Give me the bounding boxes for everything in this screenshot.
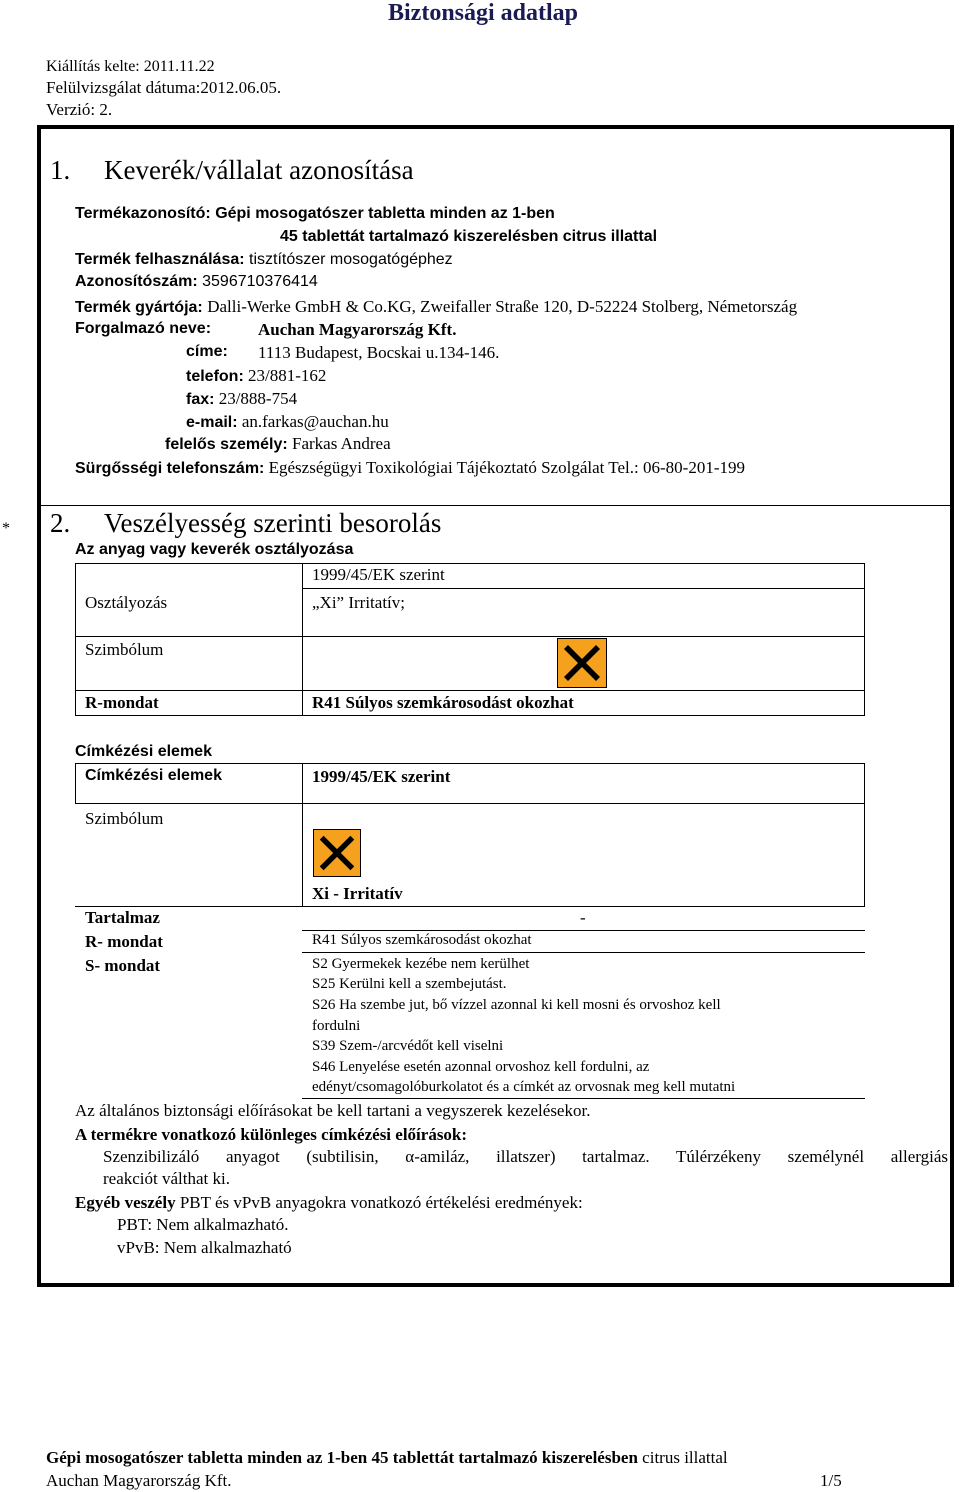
use-label: Termék felhasználása:: [75, 251, 245, 268]
vpvb-line: vPvB: Nem alkalmazható: [117, 1238, 292, 1257]
manufacturer-value: Dalli-Werke GmbH & Co.KG, Zweifaller Straße 120, D-52224 Stolberg, Németország: [207, 297, 798, 316]
table2-border-right: [864, 763, 865, 907]
table1-border-mid: [75, 636, 865, 637]
footer-page: 1/5: [820, 1471, 842, 1490]
other-hazard-row: [75, 1193, 583, 1213]
table1-border-right: [864, 563, 865, 716]
address-label: címe:: [186, 343, 228, 360]
emergency-row: [75, 458, 745, 478]
other-hazard-value: PBT és vPvB anyagokra vonatkozó értékelési eredmények:: [179, 1193, 583, 1212]
phone-label: telefon:: [186, 368, 244, 385]
responsible-row: [165, 434, 391, 454]
s-line-6: S46 Lenyelése esetén azonnal orvoshoz kell fordulni, az: [312, 1059, 650, 1075]
product-id-row: [75, 205, 555, 223]
footer-product-rest: citrus illattal: [642, 1448, 728, 1467]
distributor-value: Auchan Magyarország Kft.: [258, 320, 457, 339]
r-sentence-underline: [302, 952, 865, 953]
special-text-2: reakciót válthat ki.: [103, 1169, 230, 1188]
footer-product-bold: Gépi mosogatószer tabletta minden az 1-ben 45 tablettát tartalmazó kiszerelésben: [46, 1448, 638, 1467]
email-row: [186, 412, 389, 432]
table1-border-left: [75, 563, 76, 716]
s-sentence-underline: [302, 1098, 865, 1099]
footer-product: [46, 1448, 728, 1468]
r-sentence-label: R- mondat: [85, 932, 163, 951]
product-id-value-2: 45 tablettát tartalmazó kiszerelésben citrus illattal: [280, 228, 658, 245]
s-line-1: S2 Gyermekek kezébe nem kerülhet: [312, 956, 530, 972]
section2-title: Veszélyesség szerinti besorolás: [104, 508, 442, 538]
s-line-4: fordulni: [312, 1018, 361, 1034]
footer-company: Auchan Magyarország Kft.: [46, 1471, 232, 1490]
other-hazard-label: Egyéb veszély: [75, 1193, 176, 1212]
table1-border-bottom: [75, 715, 865, 716]
manufacturer-row: [75, 297, 797, 317]
fax-row: [186, 389, 297, 409]
distributor-label: Forgalmazó neve:: [75, 320, 212, 337]
table2-row1-value: 1999/45/EK szerint: [312, 767, 451, 786]
table1-header-line: [302, 588, 865, 589]
table2-border-bottom: [75, 906, 865, 907]
revision-date: Felülvizsgálat dátuma:2012.06.05.: [46, 78, 282, 97]
section1-title: Keverék/vállalat azonosítása: [104, 155, 414, 185]
table2-row1-label: Címkézési elemek: [85, 767, 222, 784]
email-label: e-mail:: [186, 414, 238, 431]
phone-value: 23/881-162: [248, 366, 327, 385]
section1-number: 1.: [50, 155, 71, 185]
table1-border-mid2: [75, 690, 865, 691]
contains-underline: [302, 930, 865, 931]
idnum-value: 3596710376414: [202, 273, 318, 290]
responsible-value: Farkas Andrea: [291, 434, 391, 453]
document-title: Biztonsági adatlap: [388, 0, 579, 26]
label-elements-heading: Címkézési elemek: [75, 743, 212, 760]
manufacturer-label: Termék gyártója:: [75, 299, 203, 316]
pbt-line: PBT: Nem alkalmazható.: [117, 1215, 289, 1234]
change-marker: *: [2, 520, 10, 537]
use-value: tisztítószer mosogatógéphez: [249, 251, 453, 268]
contains-value: -: [580, 908, 586, 927]
table1-row1-value: „Xi” Irritatív;: [312, 593, 405, 612]
table1-row2-label: Szimbólum: [85, 640, 164, 659]
table2-border-left: [75, 763, 76, 803]
phone-row: [186, 366, 326, 386]
general-note: Az általános biztonsági előírásokat be kell tartani a vegyszerek kezelésekor.: [75, 1101, 591, 1120]
table1-row1-label: Osztályozás: [85, 593, 168, 612]
symbol-caption: Xi - Irritatív: [312, 884, 403, 903]
address-value: 1113 Budapest, Bocskai u.134-146.: [258, 343, 500, 362]
r-sentence-value: R41 Súlyos szemkárosodást okozhat: [312, 932, 532, 948]
issue-date: Kiállítás kelte: 2011.11.22: [46, 58, 215, 75]
idnum-row: [75, 273, 318, 291]
product-id-value: Gépi mosogatószer tabletta minden az 1-ben: [215, 205, 555, 222]
table1-border-top: [75, 563, 865, 564]
table1-row3-label: R-mondat: [85, 693, 159, 712]
classification-heading: Az anyag vagy keverék osztályozása: [75, 541, 354, 558]
table2-row2-label: Szimbólum: [85, 809, 164, 828]
special-text-1: Szenzibilizáló anyagot (subtilisin, α-amiláz, illatszer) tartalmaz. Túlérzékeny személynél allergiás: [103, 1147, 948, 1166]
s-line-2: S25 Kerülni kell a szembejutást.: [312, 976, 507, 992]
s-line-5: S39 Szem-/arcvédőt kell viselni: [312, 1038, 504, 1054]
table2-border-top: [75, 763, 865, 764]
table1-row3-value: R41 Súlyos szemkárosodást okozhat: [312, 693, 574, 712]
fax-label: fax:: [186, 391, 215, 408]
emergency-value: Egészségügyi Toxikológiai Tájékoztató Szolgálat Tel.: 06-80-201-199: [268, 458, 745, 477]
responsible-label: felelős személy:: [165, 436, 288, 453]
fax-value: 23/888-754: [218, 389, 298, 408]
email-value: an.farkas@auchan.hu: [241, 412, 389, 431]
table1-border-divider: [302, 563, 303, 716]
use-row: [75, 251, 453, 269]
s-line-7: edényt/csomagolóburkolatot és a címkét az orvosnak meg kell mutatni: [312, 1079, 736, 1095]
table2-border-divider: [302, 763, 303, 907]
hazard-xi-label-icon: [313, 829, 361, 877]
section2-number: 2.: [50, 508, 71, 538]
product-id-label: Termékazonosító:: [75, 205, 211, 222]
hazard-xi-icon: [557, 638, 607, 688]
special-heading: A termékre vonatkozó különleges címkézési előírások:: [75, 1125, 468, 1144]
idnum-label: Azonosítószám:: [75, 273, 198, 290]
emergency-label: Sürgősségi telefonszám:: [75, 460, 265, 477]
version: Verzió: 2.: [46, 100, 113, 119]
s-sentence-label: S- mondat: [85, 956, 161, 975]
contains-label: Tartalmaz: [85, 908, 160, 927]
s-line-3: S26 Ha szembe jut, bő vízzel azonnal ki kell mosni és orvoshoz kell: [312, 997, 721, 1013]
table2-border-mid: [75, 803, 865, 804]
table1-header: 1999/45/EK szerint: [312, 565, 445, 584]
section-separator: [37, 505, 954, 506]
